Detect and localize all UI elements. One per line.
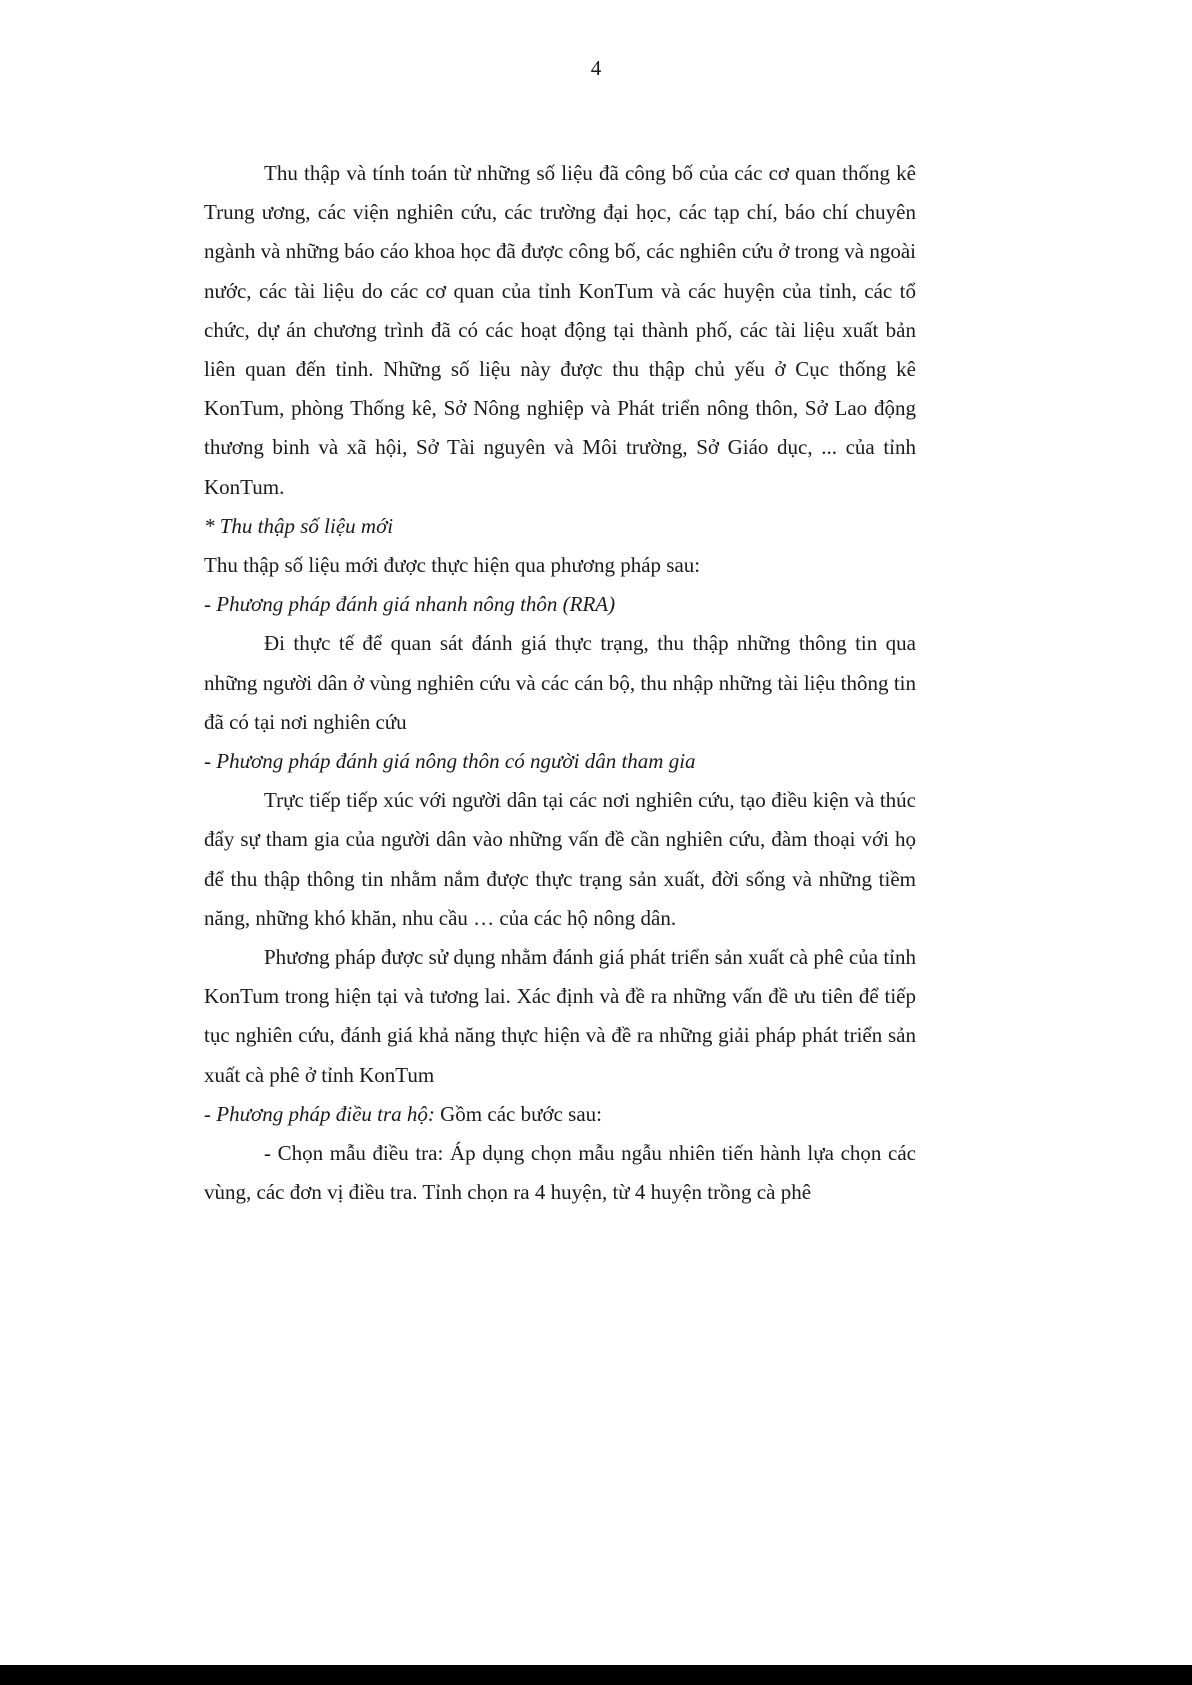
paragraph-secondary-data: Thu thập và tính toán từ những số liệu đã công bố của các cơ quan thống kê Trung ương, các viện nghiên cứu, các trường đại học, các tạp chí, báo chí chuyên ngành và những báo cáo khoa học đã được công bố, các nghiên cứu ở trong và ngoài nước, các tài liệu do các cơ quan của tỉnh KonTum và các huyện của tỉnh, các tổ chức, dự án chương trình đã có các hoạt động tại thành phố, các tài liệu xuất bản liên quan đến tỉnh. Những số liệu này được thu thập chủ yếu ở Cục thống kê KonTum, phòng Thống kê, Sở Nông nghiệp và Phát triển nông thôn, Sở Lao động thương binh và xã hội, Sở Tài nguyên và Môi trường, Sở Giáo dục, ... của tỉnh KonTum. <box>204 161 916 499</box>
household-survey-label: - Phương pháp điều tra hộ: <box>204 1101 435 1126</box>
heading-pra-method: - Phương pháp đánh giá nông thôn có người dân tham gia <box>204 749 696 774</box>
document-body <box>204 154 916 1212</box>
heading-new-data: * Thu thập số liệu mới <box>204 513 394 538</box>
paragraph-rra: Đi thực tế để quan sát đánh giá thực trạng, thu thập những thông tin qua những người dân ở vùng nghiên cứu và các cán bộ, thu nhập những tài liệu thông tin đã có tại nơi nghiên cứu <box>204 631 916 734</box>
bottom-edge-bar <box>0 1665 1192 1685</box>
household-survey-rest: Gồm các bước sau: <box>434 1101 602 1126</box>
heading-household-survey <box>204 1095 916 1134</box>
paragraph-pra: Trực tiếp tiếp xúc với người dân tại các nơi nghiên cứu, tạo điều kiện và thúc đẩy sự tham gia của người dân vào những vấn đề cần nghiên cứu, đàm thoại với họ để thu thập thông tin nhằm nắm được thực trạng sản xuất, đời sống và những tiềm năng, những khó khăn, nhu cầu … của các hộ nông dân. <box>204 788 916 930</box>
paragraph-new-data-intro: Thu thập số liệu mới được thực hiện qua phương pháp sau: <box>204 553 701 578</box>
paragraph-sampling: - Chọn mẫu điều tra: Áp dụng chọn mẫu ngẫu nhiên tiến hành lựa chọn các vùng, các đơn vị điều tra. Tỉnh chọn ra 4 huyện, từ 4 huyện trồng cà phê <box>204 1141 916 1205</box>
heading-rra-method: - Phương pháp đánh giá nhanh nông thôn (RRA) <box>204 592 616 617</box>
page-number: 4 <box>590 56 602 80</box>
paragraph-method-purpose: Phương pháp được sử dụng nhằm đánh giá phát triển sản xuất cà phê của tỉnh KonTum trong hiện tại và tương lai. Xác định và đề ra những vấn đề ưu tiên để tiếp tục nghiên cứu, đánh giá khả năng thực hiện và đề ra những giải pháp phát triển sản xuất cà phê ở tỉnh KonTum <box>204 945 916 1087</box>
